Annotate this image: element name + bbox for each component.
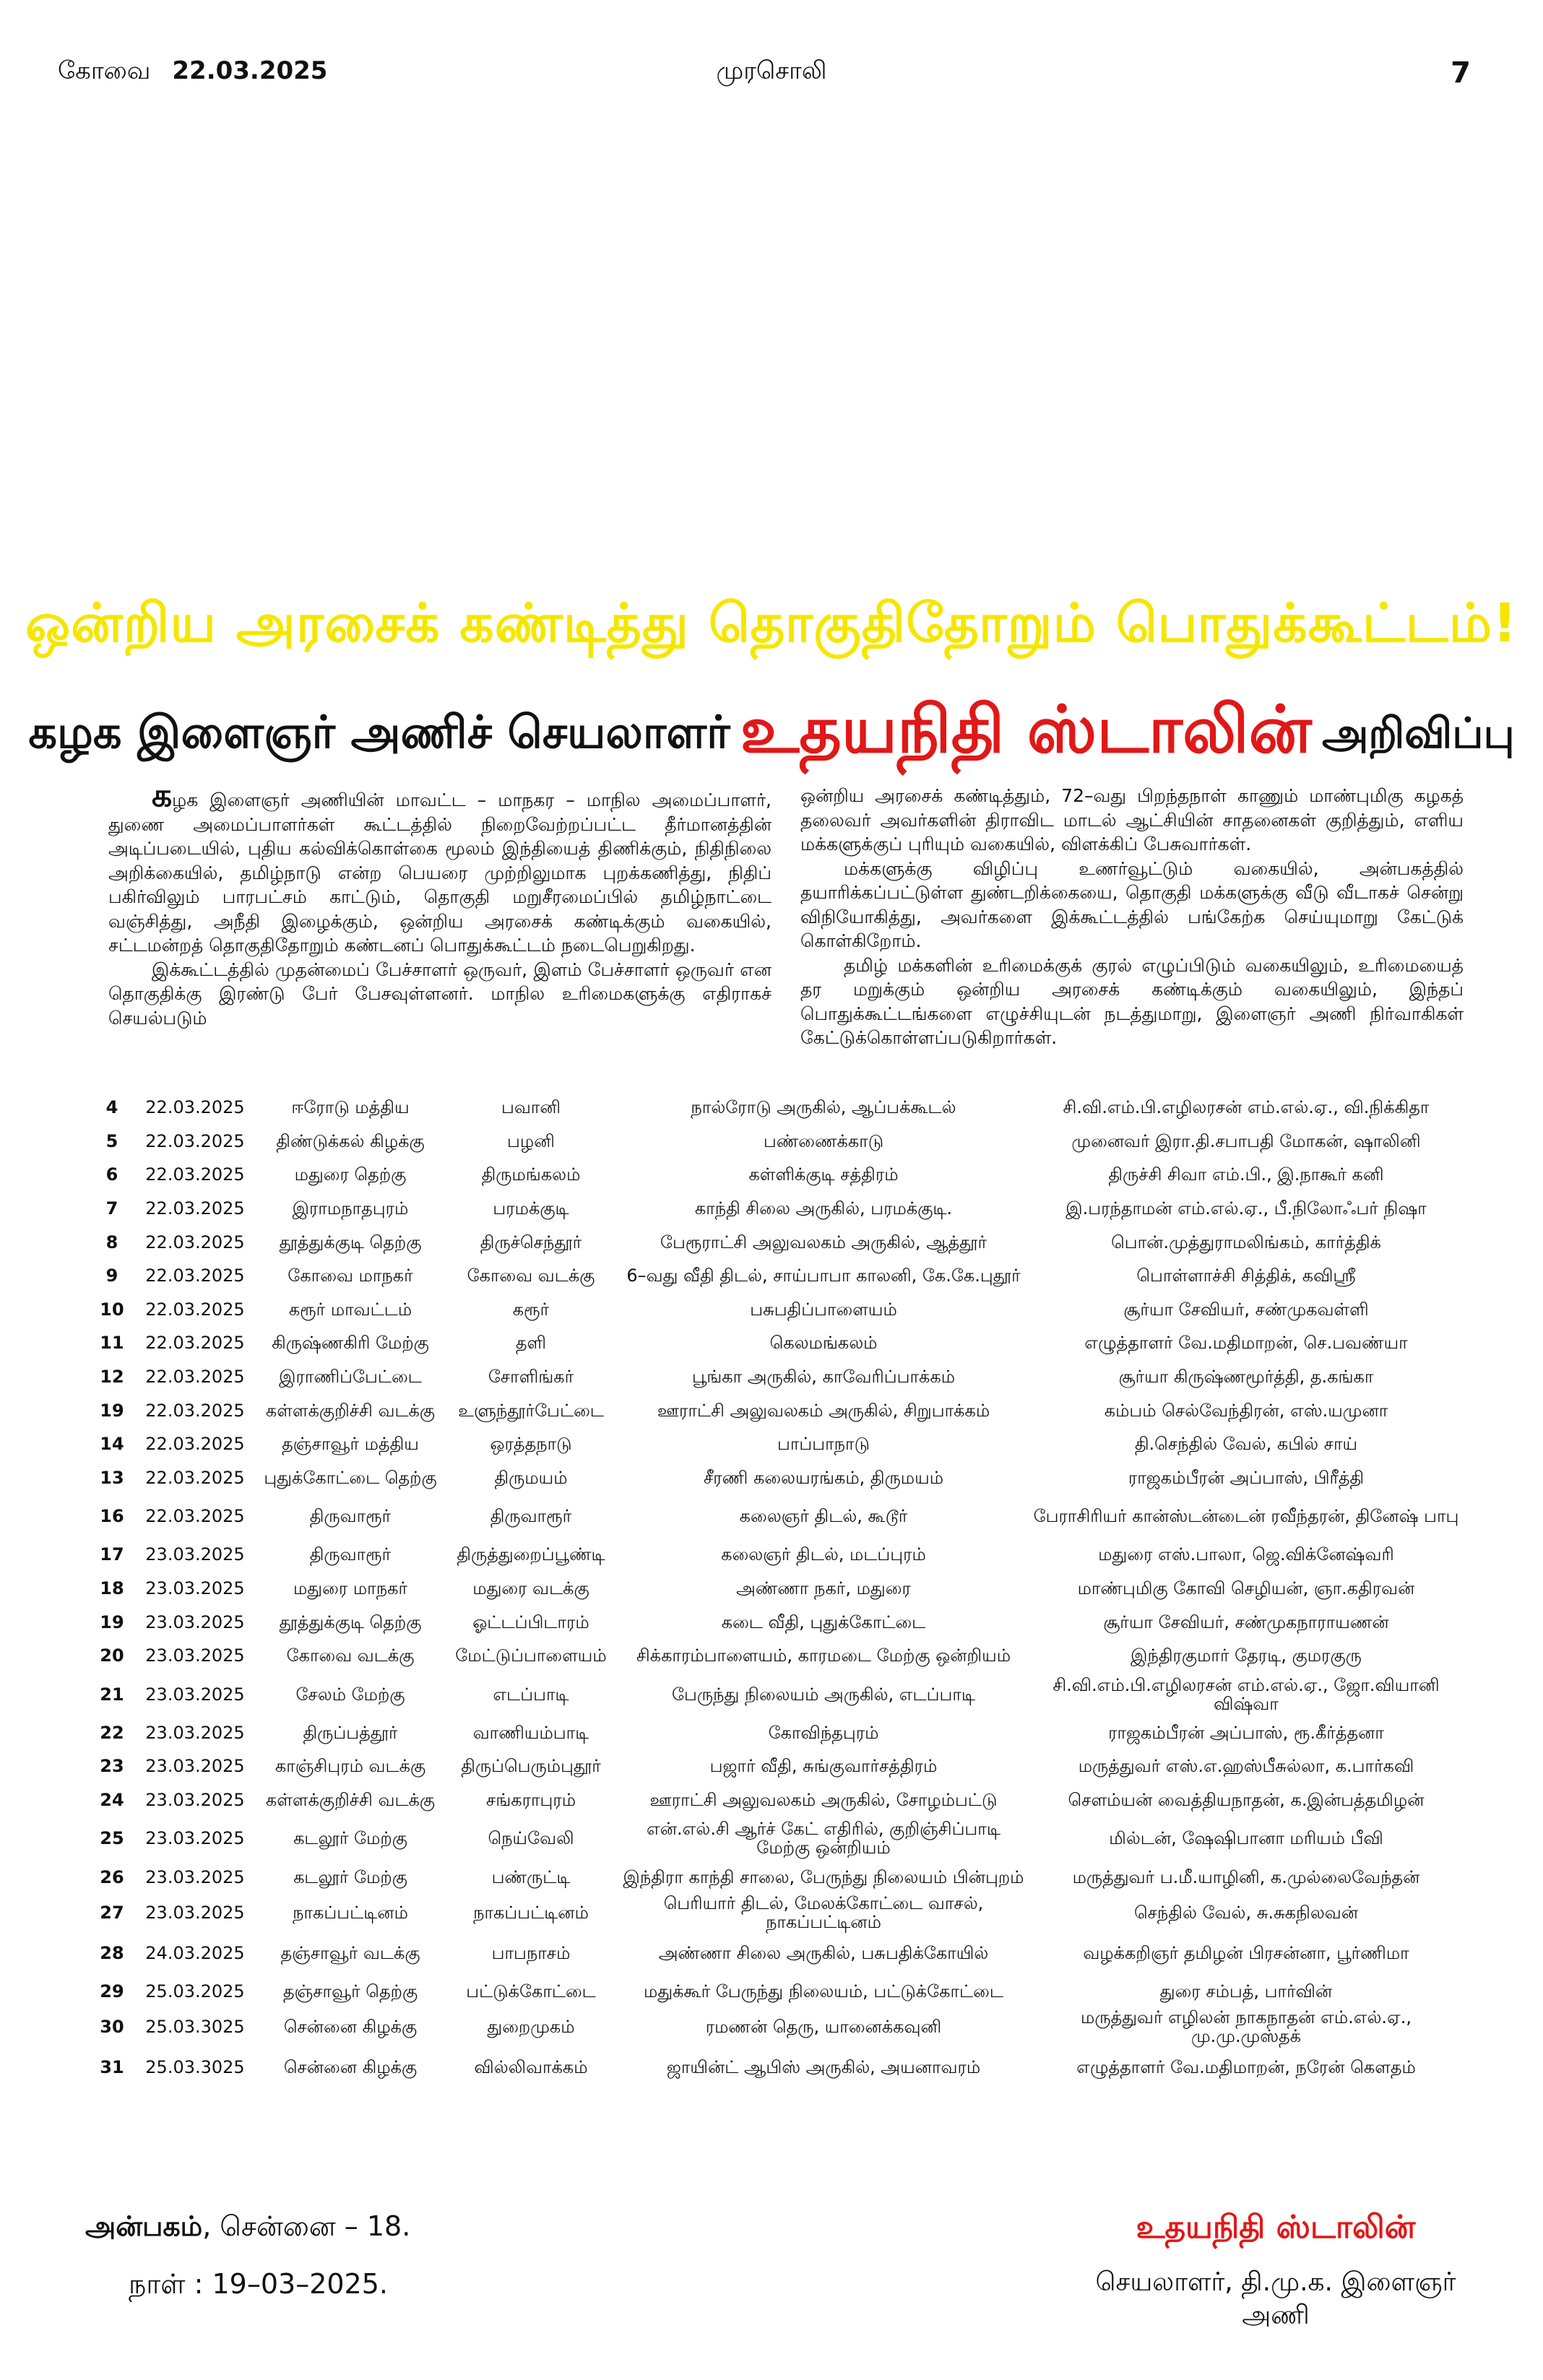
row-speakers: மதுரை எஸ்.பாலா, ஜெ.விக்னேஷ்வரி <box>1098 1544 1394 1565</box>
page-number: 7 <box>1451 56 1471 90</box>
table-row <box>90 2046 1463 2089</box>
row-constituency: மேட்டுப்பாளையம் <box>455 1645 607 1666</box>
row-date: 23.03.2025 <box>145 1866 245 1887</box>
row-district: கோவை மாநகர் <box>288 1265 413 1286</box>
row-venue: 6–வது வீதி திடல், சாய்பாபா காலனி, கே.கே.புதூர் <box>626 1265 1021 1286</box>
row-venue: கள்ளிக்குடி சத்திரம் <box>748 1164 899 1185</box>
row-date: 24.03.2025 <box>145 1942 245 1963</box>
table-row <box>90 1749 1463 1783</box>
row-constituency: திருச்செந்தூர் <box>480 1232 582 1252</box>
body-paragraph-2: இக்கூட்டத்தில் முதன்மைப் பேச்சாளர் ஒருவர், இளம் பேச்சாளர் ஒருவர் என தொகுதிக்கு இரண்டு பேர் பேசவுள்ளனர். மாநில உரிமைகளுக்கு எதிராகச் செயல்படும் <box>108 959 772 1029</box>
row-number: 27 <box>100 1902 124 1923</box>
row-number: 9 <box>105 1265 118 1286</box>
row-speakers: மருத்துவர் எஸ்.எ.ஹஸ்பீசுல்லா, க.பார்கவி <box>1078 1756 1414 1777</box>
row-number: 17 <box>100 1544 124 1565</box>
row-number: 8 <box>105 1232 118 1252</box>
row-constituency: நாகப்பட்டினம் <box>473 1902 589 1923</box>
row-speakers: கம்பம் செல்வேந்திரன், எஸ்.யமுனா <box>1104 1400 1388 1421</box>
row-number: 6 <box>105 1164 118 1185</box>
row-date: 22.03.2025 <box>145 1367 245 1388</box>
row-district: காஞ்சிபுரம் வடக்கு <box>275 1756 426 1777</box>
row-venue: ஊராட்சி அலுவலகம் அருகில், சோழம்பட்டு <box>649 1789 998 1810</box>
row-venue: காந்தி சிலை அருகில், பரமக்குடி. <box>694 1198 953 1219</box>
row-date: 23.03.2025 <box>145 1756 245 1777</box>
row-speakers: பொள்ளாச்சி சித்திக், கவிஸ்ரீ <box>1136 1265 1356 1286</box>
row-district: சென்னை கிழக்கு <box>283 2057 418 2078</box>
row-speakers: இ.பரந்தாமன் எம்.எல்.ஏ., பீ.நிலோஃபர் நிஷா <box>1066 1198 1427 1219</box>
row-number: 23 <box>100 1756 124 1777</box>
row-constituency: திருப்பெரும்புதூர் <box>461 1756 601 1777</box>
row-number: 18 <box>100 1578 124 1599</box>
row-date: 22.03.2025 <box>145 1400 245 1421</box>
row-venue: கோவிந்தபுரம் <box>768 1722 879 1743</box>
body-paragraph-3: ஒன்றிய அரசைக் கண்டித்தும், 72–வது பிறந்தநாள் காணும் மாண்புமிகு கழகத் தலைவர் அவர்களின் திராவிட மாடல் ஆட்சியின் சாதனைகள் குறித்தும், எளிய மக்களுக்குப் புரியும் வகையில், விளக்கிப் பேசுவார்கள். <box>800 785 1464 854</box>
table-row <box>90 1605 1463 1639</box>
row-speakers: மில்டன், ஷேஷிபானா மரியம் பீவி <box>1109 1828 1383 1849</box>
row-constituency: திருவாரூர் <box>490 1506 572 1527</box>
table-row <box>90 1091 1463 1125</box>
row-date: 25.03.3025 <box>145 2057 245 2078</box>
row-venue: சீரணி கலையரங்கம், திருமயம் <box>703 1467 944 1488</box>
table-row <box>90 1326 1463 1360</box>
row-speakers: பொன்.முத்துராமலிங்கம், கார்த்திக் <box>1111 1232 1381 1252</box>
row-venue: அண்ணா சிலை அருகில், பசுபதிக்கோயில் <box>658 1942 989 1963</box>
row-constituency: பவானி <box>501 1097 561 1118</box>
row-venue: என்.எல்.சி ஆர்ச் கேட் எதிரில், குறிஞ்சிப்பாடி மேற்கு ஒன்றியம் <box>647 1819 1000 1858</box>
table-row <box>90 1673 1463 1716</box>
table-row <box>90 1716 1463 1750</box>
row-speakers: வழக்கறிஞர் தமிழன் பிரசன்னா, பூர்ணிமா <box>1083 1942 1409 1963</box>
header-paper-name: முரசொலி <box>716 56 827 85</box>
row-district: திண்டுக்கல் கிழக்கு <box>276 1130 425 1151</box>
row-district: கரூர் மாவட்டம் <box>288 1299 412 1320</box>
table-row <box>90 1639 1463 1673</box>
schedule-rows <box>90 1091 1463 2089</box>
row-number: 5 <box>105 1130 118 1151</box>
header-city-text: கோவை <box>58 56 151 85</box>
row-constituency: திருமயம் <box>494 1467 568 1488</box>
row-number: 28 <box>100 1942 124 1963</box>
row-number: 16 <box>100 1506 124 1527</box>
row-number: 13 <box>100 1467 124 1488</box>
row-speakers: சி.வி.எம்.பி.எழிலரசன் எம்.எல்.ஏ., வி.நிக்கிதா <box>1063 1097 1430 1118</box>
row-number: 26 <box>100 1866 124 1887</box>
row-speakers: தி.செந்தில் வேல், கபில் சாய் <box>1134 1434 1358 1455</box>
footer-signature <box>1073 2209 1478 2334</box>
table-row <box>90 1225 1463 1259</box>
row-district: தஞ்சாவூர் தெற்கு <box>282 1981 418 2002</box>
row-venue: கலைஞர் திடல், கூடூர் <box>739 1506 908 1527</box>
row-speakers: செந்தில் வேல், சு.சுகநிலவன் <box>1133 1902 1359 1923</box>
row-constituency: நெய்வேலி <box>488 1828 574 1849</box>
row-venue: ஊராட்சி அலுவலகம் அருகில், சிறுபாக்கம் <box>657 1400 990 1421</box>
table-row <box>90 1461 1463 1495</box>
body-paragraph-1-text: ழக இளைஞர் அணியின் மாவட்ட – மாநகர – மாநில அமைப்பாளர், துணை அமைப்பாளர்கள் கூட்டத்தில் நிறைவேற்றப்பட்ட தீர்மானத்தின் அடிப்படையில், புதிய கல்விக்கொள்கை மூலம் இந்தியைத் திணிக்கும், நிதிநிலை அறிக்கையில், தமிழ்நாடு என்ற பெயரை முற்றிலுமாக புறக்கணித்து, நிதிப் பகிர்விலும் பாரபட்சம் காட்டும், தொகுதி மறுசீரமைப்பில் தமிழ்நாட்டை வஞ்சித்து, அநீதி இழைக்கும், ஒன்றிய அரசைக் கண்டிக்கும் வகையில், சட்டமன்றத் தொகுதிதோறும் கண்டனப் பொதுக்கூட்டம் நடைபெறுகிறது. <box>108 789 772 956</box>
table-row <box>90 1538 1463 1572</box>
row-date: 23.03.2025 <box>145 1789 245 1810</box>
table-row <box>90 1259 1463 1293</box>
row-speakers: திருச்சி சிவா எம்.பி., இ.நாகூர் கனி <box>1108 1164 1384 1185</box>
table-row <box>90 1817 1463 1860</box>
row-date: 25.03.3025 <box>145 2017 245 2038</box>
row-district: நாகப்பட்டினம் <box>293 1902 408 1923</box>
meeting-schedule-table <box>90 1091 1463 2089</box>
body-column-left <box>108 777 772 1050</box>
row-date: 22.03.2025 <box>145 1265 245 1286</box>
row-district: சேலம் மேற்கு <box>295 1684 405 1705</box>
row-district: சென்னை கிழக்கு <box>283 2017 418 2038</box>
row-venue: மதுக்கூர் பேருந்து நிலையம், பட்டுக்கோட்டை <box>644 1981 1003 2002</box>
row-district: திருவாரூர் <box>309 1544 392 1565</box>
row-constituency: பட்டுக்கோட்டை <box>466 1981 596 2002</box>
row-number: 24 <box>100 1789 124 1810</box>
row-venue: பஜார் வீதி, சுங்குவார்சத்திரம் <box>709 1756 938 1777</box>
row-speakers: சூர்யா கிருஷ்ணமூர்த்தி, த.கங்கா <box>1118 1367 1374 1388</box>
row-district: ஈரோடு மத்திய <box>291 1097 410 1118</box>
row-date: 22.03.2025 <box>145 1299 245 1320</box>
signatory-name: உதயநிதி ஸ்டாலின் <box>1136 2209 1416 2246</box>
table-row <box>90 1293 1463 1327</box>
row-date: 22.03.2025 <box>145 1164 245 1185</box>
row-constituency: ஓட்டப்பிடாரம் <box>472 1611 589 1632</box>
row-number: 20 <box>100 1645 124 1666</box>
row-date: 23.03.2025 <box>145 1902 245 1923</box>
row-speakers: சூர்யா சேவியர், சண்முகநாராயணன் <box>1103 1611 1389 1632</box>
row-date: 23.03.2025 <box>145 1578 245 1599</box>
body-column-right <box>800 784 1464 1050</box>
row-number: 11 <box>100 1333 124 1354</box>
row-speakers: ராஜகம்பீரன் அப்பாஸ், பிரீத்தி <box>1128 1467 1365 1488</box>
row-district: கடலூர் மேற்கு <box>293 1828 407 1849</box>
row-venue: ரமணன் தெரு, யானைக்கவுனி <box>705 2017 942 2038</box>
row-number: 30 <box>100 2017 124 2038</box>
headline-announcement <box>0 692 1543 776</box>
row-number: 25 <box>100 1828 124 1849</box>
row-number: 22 <box>100 1722 124 1743</box>
table-row <box>90 1931 1463 1975</box>
row-constituency: பண்ருட்டி <box>491 1866 571 1887</box>
row-district: கோவை வடக்கு <box>286 1645 415 1666</box>
row-venue: கெலமங்கலம் <box>769 1333 878 1354</box>
table-row <box>90 1894 1463 1931</box>
row-venue: ஜாயின்ட் ஆபிஸ் அருகில், அயனாவரம் <box>666 2057 981 2078</box>
row-district: புதுக்கோட்டை தெற்கு <box>264 1467 437 1488</box>
row-number: 19 <box>100 1400 124 1421</box>
table-row <box>90 1125 1463 1159</box>
row-constituency: திருத்துறைப்பூண்டி <box>457 1544 605 1565</box>
row-number: 31 <box>100 2057 124 2078</box>
row-date: 22.03.2025 <box>145 1467 245 1488</box>
row-speakers: துரை சம்பத், பார்வின் <box>1159 1981 1333 2002</box>
row-constituency: மதுரை வடக்கு <box>472 1578 589 1599</box>
row-district: தஞ்சாவூர் வடக்கு <box>280 1942 420 1963</box>
row-speakers: சூர்யா சேவியர், சண்முகவள்ளி <box>1123 1299 1369 1320</box>
row-district: திருப்பத்தூர் <box>303 1722 398 1743</box>
row-district: தூத்துக்குடி தெற்கு <box>279 1611 422 1632</box>
row-date: 22.03.2025 <box>145 1333 245 1354</box>
row-date: 22.03.2025 <box>145 1097 245 1118</box>
row-constituency: எடப்பாடி <box>493 1684 569 1705</box>
row-number: 4 <box>105 1097 118 1118</box>
row-date: 22.03.2025 <box>145 1130 245 1151</box>
row-constituency: சங்கராபுரம் <box>485 1789 576 1810</box>
row-district: கிருஷ்ணகிரி மேற்கு <box>272 1333 429 1354</box>
row-number: 12 <box>100 1367 124 1388</box>
row-date: 22.03.2025 <box>145 1506 245 1527</box>
row-speakers: எழுத்தாளர் வே.மதிமாறன், நரேன் கௌதம் <box>1076 2057 1416 2078</box>
row-date: 23.03.2025 <box>145 1684 245 1705</box>
row-venue: பூங்கா அருகில், காவேரிப்பாக்கம் <box>691 1367 956 1388</box>
row-number: 14 <box>100 1434 124 1455</box>
row-venue: சிக்காரம்பாளையம், காரமடை மேற்கு ஒன்றியம் <box>636 1645 1011 1666</box>
table-row <box>90 1783 1463 1817</box>
footer-date: நாள் : 19–03–2025. <box>129 2268 388 2300</box>
row-district: திருவாரூர் <box>309 1506 392 1527</box>
row-date: 22.03.2025 <box>145 1434 245 1455</box>
row-speakers: பேராசிரியர் கான்ஸ்டன்டைன் ரவீந்தரன், தினேஷ் பாபு <box>1033 1506 1459 1527</box>
table-row <box>90 1860 1463 1894</box>
table-row <box>90 1572 1463 1606</box>
row-district: கள்ளக்குறிச்சி வடக்கு <box>265 1789 436 1810</box>
row-district: மதுரை மாநகர் <box>293 1578 407 1599</box>
row-venue: பெரியார் திடல், மேலக்கோட்டை வாசல், நாகப்பட்டினம் <box>663 1892 984 1932</box>
table-row <box>90 1192 1463 1226</box>
table-row <box>90 1360 1463 1394</box>
row-number: 19 <box>100 1611 124 1632</box>
headline-prefix: கழக இளைஞர் அணிச் செயலாளர் <box>28 706 730 758</box>
row-venue: நால்ரோடு அருகில், ஆப்பக்கூடல் <box>691 1097 956 1118</box>
row-venue: பசுபதிப்பாளையம் <box>750 1299 897 1320</box>
row-speakers: ராஜகம்பீரன் அப்பாஸ், ரூ.கீர்த்தனா <box>1108 1722 1384 1743</box>
table-row <box>90 1494 1463 1538</box>
row-venue: கலைஞர் திடல், மடப்புரம் <box>721 1544 926 1565</box>
row-district: தஞ்சாவூர் மத்திய <box>282 1434 419 1455</box>
row-constituency: சோளிங்கர் <box>488 1367 574 1388</box>
body-paragraph-5: தமிழ் மக்களின் உரிமைக்குக் குரல் எழுப்பிடும் வகையிலும், உரிமையைத் தர மறுக்கும் ஒன்றிய அரசைக் கண்டிக்கும் வகையிலும், இந்தப் பொதுக்கூட்டங்களை எழுச்சியுடன் நடத்துமாறு, இளைஞர் அணி நிர்வாகிகள் கேட்டுக்கொள்ளப்படுகிறார்கள். <box>800 954 1464 1048</box>
row-venue: இந்திரா காந்தி சாலை, பேருந்து நிலையம் பின்புறம் <box>623 1866 1024 1887</box>
row-venue: கடை வீதி, புதுக்கோட்டை <box>721 1611 926 1632</box>
row-constituency: உளுந்தூர்பேட்டை <box>458 1400 604 1421</box>
row-constituency: பாபநாசம் <box>491 1942 571 1963</box>
row-district: தூத்துக்குடி தெற்கு <box>279 1232 422 1252</box>
row-date: 23.03.2025 <box>145 1722 245 1743</box>
row-district: இராணிப்பேட்டை <box>279 1367 422 1388</box>
row-constituency: பழனி <box>507 1130 555 1151</box>
headline-yellow: ஒன்றிய அரசைக் கண்டித்து தொகுதிதோறும் பொதுக்கூட்டம்! <box>25 592 1518 654</box>
row-date: 22.03.2025 <box>145 1198 245 1219</box>
row-constituency: பரமக்குடி <box>493 1198 569 1219</box>
body-paragraph-4: மக்களுக்கு விழிப்பு உணர்வூட்டும் வகையில், அன்பகத்தில் தயாரிக்கப்பட்டுள்ள துண்டறிக்கையை, தொகுதி மக்களுக்கு வீடு வீடாகச் சென்று விநியோகித்து, அவர்களை இக்கூட்டத்தில் பங்கேற்க செய்யுமாறு கேட்டுக் கொள்கிறோம். <box>800 857 1464 951</box>
footer-place-date <box>85 2210 411 2300</box>
row-speakers: எழுத்தாளர் வே.மதிமாறன், செ.பவண்யா <box>1084 1333 1408 1354</box>
row-date: 25.03.2025 <box>145 1981 245 2002</box>
row-constituency: துறைமுகம் <box>487 2017 575 2038</box>
row-date: 23.03.2025 <box>145 1544 245 1565</box>
table-row <box>90 1975 1463 2009</box>
footer-place-rest: , சென்னை – 18. <box>202 2210 411 2242</box>
row-number: 7 <box>105 1198 118 1219</box>
row-district: கடலூர் மேற்கு <box>293 1866 407 1887</box>
row-date: 23.03.2025 <box>145 1828 245 1849</box>
row-constituency: கோவை வடக்கு <box>467 1265 595 1286</box>
headline-suffix: அறிவிப்பு <box>1321 709 1515 758</box>
row-number: 29 <box>100 1981 124 2002</box>
headline-name: உதயநிதி ஸ்டாலின் <box>740 692 1312 768</box>
row-date: 22.03.2025 <box>145 1232 245 1252</box>
row-speakers: மருத்துவர் ப.மீ.யாழினி, க.முல்லைவேந்தன் <box>1072 1866 1420 1887</box>
row-constituency: கரூர் <box>512 1299 550 1320</box>
header-date: 22.03.2025 <box>172 56 328 85</box>
row-date: 23.03.2025 <box>145 1645 245 1666</box>
row-date: 23.03.2025 <box>145 1611 245 1632</box>
row-speakers: இந்திரகுமார் தேரடி, குமரகுரு <box>1131 1645 1362 1666</box>
row-venue: பேருந்து நிலையம் அருகில், எடப்பாடி <box>672 1684 975 1705</box>
drop-cap: க <box>152 777 173 814</box>
row-district: இராமநாதபுரம் <box>292 1198 409 1219</box>
table-row <box>90 1158 1463 1192</box>
row-district: மதுரை தெற்கு <box>294 1164 407 1185</box>
table-row <box>90 1427 1463 1461</box>
row-venue: அண்ணா நகர், மதுரை <box>736 1578 911 1599</box>
row-speakers: மாண்புமிகு கோவி செழியன், ஞா.கதிரவன் <box>1077 1578 1415 1599</box>
row-number: 21 <box>100 1684 124 1705</box>
table-row <box>90 1393 1463 1427</box>
row-venue: பண்ணைக்காடு <box>763 1130 884 1151</box>
row-speakers: மருத்துவர் எழிலன் நாகநாதன் எம்.எல்.ஏ., மு.மு.முஸ்தக் <box>1081 2007 1412 2047</box>
table-row <box>90 2008 1463 2046</box>
signatory-role: செயலாளர், தி.மு.க. இளைஞர் அணி <box>1095 2267 1456 2330</box>
body-paragraph-1 <box>108 777 772 958</box>
footer-place-bold: அன்பகம் <box>85 2210 203 2242</box>
row-venue: பாப்பாநாடு <box>777 1434 870 1455</box>
row-speakers: முனைவர் இரா.தி.சபாபதி மோகன், ஷாலினி <box>1071 1130 1421 1151</box>
row-district: கள்ளக்குறிச்சி வடக்கு <box>265 1400 436 1421</box>
announcement-body <box>108 777 1464 1050</box>
row-constituency: திருமங்கலம் <box>481 1164 581 1185</box>
row-constituency: வில்லிவாக்கம் <box>474 2057 588 2078</box>
row-constituency: வாணியம்பாடி <box>472 1722 589 1743</box>
row-speakers: சி.வி.எம்.பி.எழிலரசன் எம்.எல்.ஏ., ஜோ.வியானி விஷ்வா <box>1053 1674 1440 1714</box>
row-constituency: தளி <box>515 1333 547 1354</box>
row-constituency: ஒரத்தநாடு <box>490 1434 572 1455</box>
row-venue: பேரூராட்சி அலுவலகம் அருகில், ஆத்தூர் <box>660 1232 987 1252</box>
row-speakers: சௌம்யன் வைத்தியநாதன், க.இன்பத்தமிழன் <box>1068 1789 1425 1810</box>
row-number: 10 <box>100 1299 124 1320</box>
